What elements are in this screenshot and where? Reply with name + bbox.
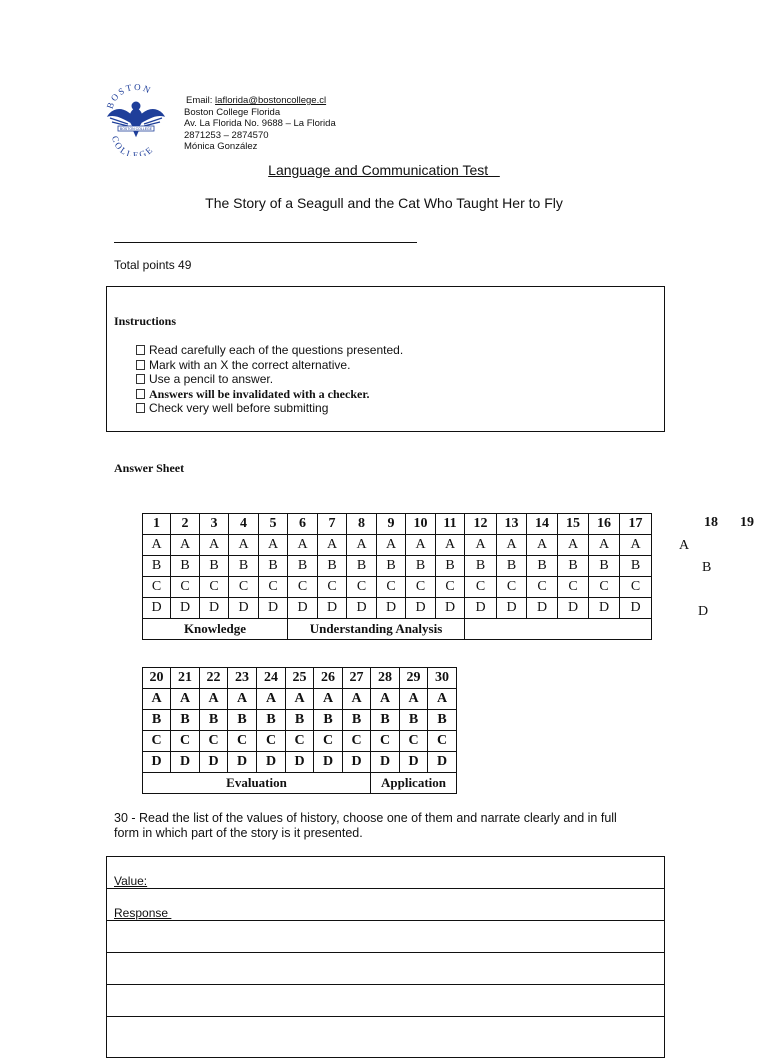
option-cell[interactable]: B xyxy=(377,556,406,577)
option-cell[interactable]: A xyxy=(347,535,377,556)
option-cell[interactable]: A xyxy=(497,535,527,556)
option-cell[interactable]: C xyxy=(343,731,371,752)
option-cell[interactable]: C xyxy=(318,577,347,598)
email-label: Email: xyxy=(186,95,213,106)
test-title: Language and Communication Test xyxy=(268,162,500,178)
option-cell[interactable]: A xyxy=(259,535,288,556)
question-number: 3 xyxy=(200,514,229,535)
total-points: Total points 49 xyxy=(114,258,192,272)
question-number: 15 xyxy=(558,514,589,535)
option-cell[interactable]: B xyxy=(428,710,457,731)
option-cell[interactable]: C xyxy=(589,577,620,598)
option-cell[interactable]: D xyxy=(229,598,259,619)
option-cell[interactable]: D xyxy=(527,598,558,619)
option-cell[interactable]: B xyxy=(171,556,200,577)
category-label xyxy=(465,619,652,640)
question-number: 9 xyxy=(377,514,406,535)
option-cell[interactable]: D xyxy=(259,598,288,619)
option-cell[interactable]: B xyxy=(620,556,652,577)
question-number: 21 xyxy=(171,668,200,689)
option-cell[interactable]: A xyxy=(200,689,228,710)
question-number: 30 xyxy=(428,668,457,689)
option-cell[interactable]: A xyxy=(679,538,690,553)
option-cell[interactable]: A xyxy=(200,535,229,556)
school-phones: 2871253 – 2874570 xyxy=(184,129,269,141)
option-cell[interactable]: C xyxy=(228,731,257,752)
option-cell[interactable]: C xyxy=(347,577,377,598)
school-logo xyxy=(104,84,168,156)
question-number: 25 xyxy=(286,668,314,689)
checkbox-icon xyxy=(136,389,145,399)
option-cell[interactable]: D xyxy=(347,598,377,619)
response-line xyxy=(107,952,664,953)
option-cell[interactable]: A xyxy=(314,689,343,710)
option-cell[interactable]: D xyxy=(620,598,652,619)
category-label: Evaluation xyxy=(143,773,371,794)
option-cell[interactable]: C xyxy=(406,577,436,598)
option-cell[interactable]: A xyxy=(229,535,259,556)
school-address: Av. La Florida No. 9688 – La Florida xyxy=(184,118,336,129)
option-cell[interactable]: C xyxy=(143,577,171,598)
option-cell[interactable]: B xyxy=(558,556,589,577)
option-cell[interactable]: D xyxy=(257,752,286,773)
question-30: 30 - Read the list of the values of history, choose one of them and narrate clearly and in full form in which part of the story is it presented. xyxy=(114,811,617,840)
instructions-list xyxy=(136,343,403,416)
option-cell[interactable]: C xyxy=(497,577,527,598)
question-number: 14 xyxy=(527,514,558,535)
option-cell[interactable]: D xyxy=(436,598,465,619)
value-label: Value: xyxy=(114,874,148,888)
option-cell[interactable]: B xyxy=(314,710,343,731)
response-line xyxy=(107,888,664,889)
option-cell[interactable]: B xyxy=(257,710,286,731)
option-cell[interactable]: A xyxy=(371,689,400,710)
option-cell[interactable]: D xyxy=(171,598,200,619)
option-cell[interactable]: C xyxy=(527,577,558,598)
option-cell[interactable]: A xyxy=(171,535,200,556)
question-number: 4 xyxy=(229,514,259,535)
option-cell[interactable]: D xyxy=(465,598,497,619)
question-number: 23 xyxy=(228,668,257,689)
option-cell[interactable]: D xyxy=(143,752,171,773)
option-cell[interactable]: D xyxy=(371,752,400,773)
option-cell[interactable]: C xyxy=(143,731,171,752)
option-cell[interactable]: A xyxy=(377,535,406,556)
option-cell[interactable]: C xyxy=(257,731,286,752)
checkbox-icon xyxy=(136,345,145,355)
option-cell[interactable]: C xyxy=(288,577,318,598)
option-cell[interactable]: A xyxy=(620,535,652,556)
option-cell[interactable]: D xyxy=(286,752,314,773)
question-number: 22 xyxy=(200,668,228,689)
option-cell[interactable]: D xyxy=(558,598,589,619)
option-cell[interactable]: A xyxy=(257,689,286,710)
option-cell[interactable]: A xyxy=(228,689,257,710)
option-cell[interactable]: B xyxy=(400,710,428,731)
checkbox-icon xyxy=(136,374,145,384)
list-item: Mark with an X the correct alternative. xyxy=(136,358,403,373)
option-cell[interactable]: B xyxy=(497,556,527,577)
list-item: Read carefully each of the questions presented. xyxy=(136,343,403,358)
student-name-line[interactable] xyxy=(114,242,417,243)
option-cell[interactable]: D xyxy=(228,752,257,773)
logo-bottom-text: COLLEGE xyxy=(109,134,156,156)
option-cell[interactable]: B xyxy=(371,710,400,731)
response-line xyxy=(107,984,664,985)
option-cell[interactable]: B xyxy=(143,556,171,577)
svg-text:BOSTON xyxy=(105,84,154,110)
logo-top-text: BOSTON xyxy=(104,84,154,111)
question-number: 7 xyxy=(318,514,347,535)
option-cell[interactable]: C xyxy=(465,577,497,598)
option-cell[interactable]: D xyxy=(428,752,457,773)
question-number: 6 xyxy=(288,514,318,535)
option-cell[interactable]: B xyxy=(343,710,371,731)
question-number: 17 xyxy=(620,514,652,535)
option-cell[interactable]: A xyxy=(286,689,314,710)
option-cell[interactable]: B xyxy=(200,556,229,577)
contact-person: Mónica González xyxy=(184,141,258,152)
list-item: Use a pencil to answer. xyxy=(136,372,403,387)
option-cell[interactable]: B xyxy=(200,710,228,731)
option-cell[interactable]: B xyxy=(589,556,620,577)
option-cell[interactable]: A xyxy=(406,535,436,556)
option-cell[interactable]: A xyxy=(465,535,497,556)
option-cell[interactable]: C xyxy=(229,577,259,598)
option-cell[interactable]: C xyxy=(377,577,406,598)
option-cell[interactable]: A xyxy=(527,535,558,556)
option-cell[interactable]: A xyxy=(343,689,371,710)
option-cell[interactable]: C xyxy=(286,731,314,752)
option-cell[interactable]: C xyxy=(200,577,229,598)
option-cell[interactable]: D xyxy=(400,752,428,773)
option-cell[interactable]: D xyxy=(406,598,436,619)
option-cell[interactable]: D xyxy=(343,752,371,773)
option-cell[interactable]: B xyxy=(436,556,465,577)
option-cell[interactable]: B xyxy=(171,710,200,731)
option-cell[interactable]: C xyxy=(200,731,228,752)
email-link[interactable]: laflorida@bostoncollege.cl xyxy=(215,95,327,106)
option-cell[interactable]: D xyxy=(200,598,229,619)
option-cell[interactable]: D xyxy=(314,752,343,773)
logo-banner: BOSTON COLLEGE xyxy=(119,127,153,131)
option-cell[interactable]: A xyxy=(288,535,318,556)
question-number: 5 xyxy=(259,514,288,535)
option-cell[interactable]: A xyxy=(428,689,457,710)
option-cell[interactable]: B xyxy=(143,710,171,731)
option-cell[interactable]: C xyxy=(259,577,288,598)
question-number: 10 xyxy=(406,514,436,535)
question-number: 13 xyxy=(497,514,527,535)
question-number: 29 xyxy=(400,668,428,689)
option-cell[interactable]: D xyxy=(589,598,620,619)
question-number: 24 xyxy=(257,668,286,689)
question-number: 26 xyxy=(314,668,343,689)
option-cell[interactable]: A xyxy=(171,689,200,710)
contact-block xyxy=(184,95,336,153)
option-cell[interactable]: B xyxy=(259,556,288,577)
option-cell[interactable]: C xyxy=(558,577,589,598)
option-cell[interactable]: D xyxy=(288,598,318,619)
question-number: 12 xyxy=(465,514,497,535)
option-cell[interactable]: B xyxy=(406,556,436,577)
response-line xyxy=(107,1016,664,1017)
option-cell[interactable]: C xyxy=(436,577,465,598)
response-line xyxy=(107,920,664,921)
option-cell[interactable]: B xyxy=(318,556,347,577)
option-cell[interactable]: D xyxy=(200,752,228,773)
option-cell[interactable]: A xyxy=(143,689,171,710)
option-cell[interactable]: D xyxy=(497,598,527,619)
school-name: Boston College Florida xyxy=(184,106,281,118)
question-number: 8 xyxy=(347,514,377,535)
question-number: 1 xyxy=(143,514,171,535)
question-number: 19 xyxy=(740,515,754,530)
question-number: 20 xyxy=(143,668,171,689)
option-cell[interactable]: C xyxy=(620,577,652,598)
checkbox-icon xyxy=(136,360,145,370)
question-number: 27 xyxy=(343,668,371,689)
option-cell[interactable]: A xyxy=(436,535,465,556)
option-cell[interactable]: B xyxy=(229,556,259,577)
option-cell[interactable]: D xyxy=(143,598,171,619)
answer-grid-2 xyxy=(142,667,457,794)
question-number: 28 xyxy=(371,668,400,689)
list-item: Check very well before submitting xyxy=(136,401,403,416)
question-number: 11 xyxy=(436,514,465,535)
question-number: 16 xyxy=(589,514,620,535)
checkbox-icon xyxy=(136,403,145,413)
option-cell[interactable]: D xyxy=(171,752,200,773)
option-cell[interactable]: C xyxy=(400,731,428,752)
option-cell[interactable]: A xyxy=(143,535,171,556)
svg-text:COLLEGE xyxy=(110,135,156,156)
option-cell[interactable]: C xyxy=(314,731,343,752)
option-cell[interactable]: B xyxy=(347,556,377,577)
question-number: 18 xyxy=(704,515,718,530)
answer-grid-1 xyxy=(142,513,652,640)
answer-sheet-heading: Answer Sheet xyxy=(114,461,185,475)
response-label: Response xyxy=(114,906,172,920)
option-cell[interactable]: C xyxy=(171,577,200,598)
option-cell[interactable]: A xyxy=(558,535,589,556)
option-cell[interactable]: C xyxy=(171,731,200,752)
option-cell[interactable]: B xyxy=(286,710,314,731)
option-cell[interactable]: B xyxy=(527,556,558,577)
option-cell[interactable]: A xyxy=(589,535,620,556)
category-label: Knowledge xyxy=(143,619,288,640)
option-cell[interactable]: B xyxy=(465,556,497,577)
option-cell[interactable]: B xyxy=(228,710,257,731)
option-cell[interactable]: C xyxy=(371,731,400,752)
option-cell[interactable]: A xyxy=(318,535,347,556)
list-item: Answers will be invalidated with a checker. xyxy=(136,387,403,402)
response-box[interactable] xyxy=(106,856,665,1058)
category-label: Understanding Analysis xyxy=(288,619,465,640)
instructions-heading: Instructions xyxy=(114,314,177,328)
test-subtitle: The Story of a Seagull and the Cat Who Taught Her to Fly xyxy=(205,195,563,211)
option-cell[interactable]: C xyxy=(428,731,457,752)
question-number: 2 xyxy=(171,514,200,535)
category-label: Application xyxy=(371,773,457,794)
option-cell[interactable]: B xyxy=(288,556,318,577)
option-cell[interactable]: D xyxy=(698,604,709,619)
option-cell[interactable]: D xyxy=(318,598,347,619)
option-cell[interactable]: A xyxy=(400,689,428,710)
option-cell[interactable]: D xyxy=(377,598,406,619)
option-cell[interactable]: B xyxy=(702,560,712,575)
